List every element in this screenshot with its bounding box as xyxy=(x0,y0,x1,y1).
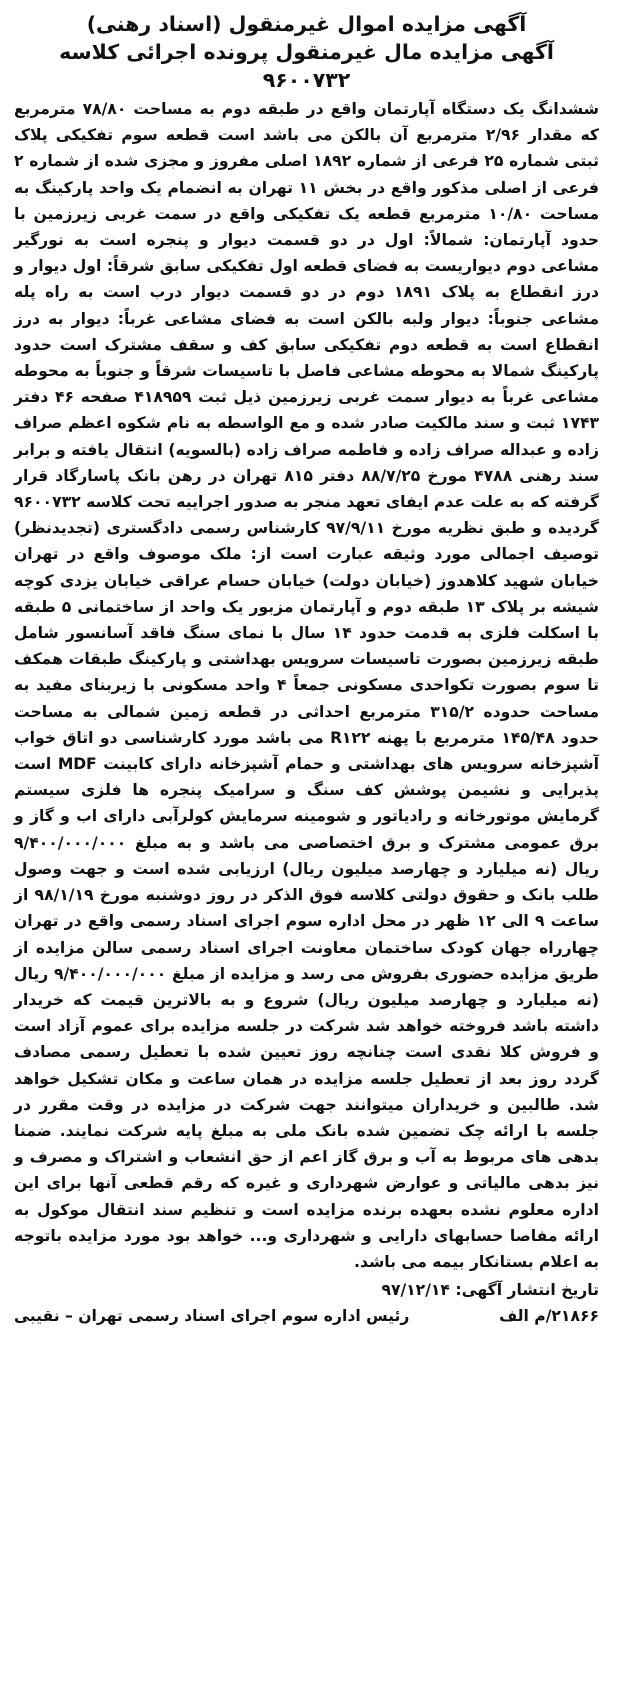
notice-subtitle: آگهی مزایده مال غیرمنقول پرونده اجرائی کلاسه ۹۶۰۰۷۳۲ xyxy=(59,40,554,92)
notice-footer xyxy=(14,1277,599,1329)
signatory: رئیس اداره سوم اجرای اسناد رسمی تهران – نقیبی xyxy=(14,1307,410,1326)
publish-date: تاریخ انتشار آگهی: ۹۷/۱۲/۱۴ xyxy=(381,1281,599,1300)
footer-signature-row xyxy=(14,1303,599,1329)
notice-body: ششدانگ یک دستگاه آپارتمان واقع در طبقه دوم به مساحت ۷۸/۸۰ مترمربع که مقدار ۲/۹۶ مترمربع آن بالکن می باشد است قطعه سوم تفکیکی پلاک ثبتی شماره ۲۵ فرعی از شماره ۱۸۹۲ اصلی مفروز و مجزی شده از شماره ۲ فرعی از اصلی مذکور واقع در بخش ۱۱ تهران به انضمام یک واحد پارکینگ به مساحت ۱۰/۸۰ مترمربع قطعه یک تفکیکی واقع در سمت غربی زیرزمین با حدود آپارتمان: شمالاً: اول در دو قسمت دیوار و پنجره است به نورگیر مشاعی دوم دیواریست به فضای قطعه اول تفکیکی سابق شرقاً: اول دیوار و درز انقطاع به پلاک ۱۸۹۱ دوم در دو قسمت دیوار درب است به راه پله مشاعی جنوباً: دیوار ولبه بالکن است به فضای مشاعی غرباً: دیوار به درز انقطاع است به قطعه دوم تفکیکی سابق کف و سقف مشترک است حدود پارکینگ شمالا به محوطه مشاعی فاصل با تاسیسات شرقاً و جنوباً به محوطه مشاعی غرباً به دیوار سمت غربی زیرزمین ذیل ثبت ۴۱۸۹۵۹ صفحه ۴۶ دفتر ۱۷۴۳ ثبت و سند مالکیت صادر شده و مع الواسطه به نام شکوه اعظم صراف زاده و عبداله صراف زاده و فاطمه صراف زاده (بالسویه) انتقال یافته و برابر سند رهنی ۴۷۸۸ مورخ ۸۸/۷/۲۵ دفتر ۸۱۵ تهران در رهن بانک پاسارگاد قرار گرفته که به علت عدم ایفای تعهد منجر به صدور اجراییه تحت کلاسه ۹۶۰۰۷۳۲ گردیده و طبق نظریه مورخ ۹۷/۹/۱۱ کارشناس رسمی دادگستری (تجدیدنظر) توصیف اجمالی مورد وثیقه عبارت است از: ملک موصوف واقع در تهران خیابان شهید کلاهدوز (خیابان دولت) خیابان حسام عراقی خیابان یزدی کوچه شیشه بر پلاک ۱۳ طبقه دوم و آپارتمان مزبور یک واحد از ساختمانی ۵ طبقه با اسکلت فلزی به قدمت حدود ۱۴ سال با نمای سنگ فاقد آسانسور شامل طبقه زیرزمین بصورت تاسیسات سرویس بهداشتی و پارکینگ طبقات همکف تا سوم بصورت تکواحدی مسکونی جمعاً ۴ واحد مسکونی با زیربنای مفید به مساحت حدوده ۳۱۵/۲ مترمربع احداثی در قطعه زمین شمالی به مساحت حدود ۱۴۵/۴۸ مترمربع با پهنه R۱۲۲ می باشد مورد کارشناسی دو اتاق خواب آشپزخانه سرویس های بهداشتی و حمام آشپزخانه دارای کابینت MDF است پذیرایی و نشیمن پوشش کف سنگ و سرامیک پنجره ها فلزی سیستم گرمایش موتورخانه و رادیاتور و شومینه سرمایش کولرآبی دارای اب و گاز و برق عمومی مشترک و برق اختصاصی می باشد و به مبلغ ۹/۴۰۰/۰۰۰/۰۰۰ ریال (نه میلیارد و چهارصد میلیون ریال) ارزیابی شده است و جهت وصول طلب بانک و حقوق دولتی کلاسه فوق الذکر در روز دوشنبه مورخ ۹۸/۱/۱۹ از ساعت ۹ الی ۱۲ ظهر در محل اداره سوم اجرای اسناد رسمی واقع در تهران چهارراه جهان کودک ساختمان معاونت اجرای اسناد رسمی سالن مزایده از طریق مزایده حضوری بفروش می رسد و مزایده از مبلغ ۹/۴۰۰/۰۰۰/۰۰۰ ریال (نه میلیارد و چهارصد میلیون ریال) شروع و به بالاترین قیمت که خریدار داشته باشد فروخته خواهد شد شرکت در جلسه مزایده برای عموم آزاد است و فروش کلا نقدی است چنانچه روز تعیین شده با تعطیل رسمی مصادف گردد روز بعد از تعطیل جلسه مزایده در همان ساعت و مکان تشکیل خواهد شد. طالبین و خریداران میتوانند جهت شرکت در مزایده در وقت مقرر در جلسه با ارائه چک تضمین شده بانک ملی به مبلغ پایه شرکت نمایند. ضمنا بدهی های مربوط به آب و برق گاز اعم از حق انشعاب و اشتراک و مصرف و نیز بدهی مالیاتی و عوارض شهرداری و غیره که رقم قطعی آنها برای این اداره معلوم نشده بعهده برنده مزایده است و تنظیم سند انتقال موکول به ارائه مفاصا حسابهای دارایی و شهرداری و... خواهد بود مورد مزایده باتوجه به اعلام بستانکار بیمه می باشد. xyxy=(14,100,600,1271)
reference-code: ۲۱۸۶۶/م الف xyxy=(499,1307,599,1326)
notice-title: آگهی مزایده اموال غیرمنقول (اسناد رهنی) xyxy=(86,12,527,36)
